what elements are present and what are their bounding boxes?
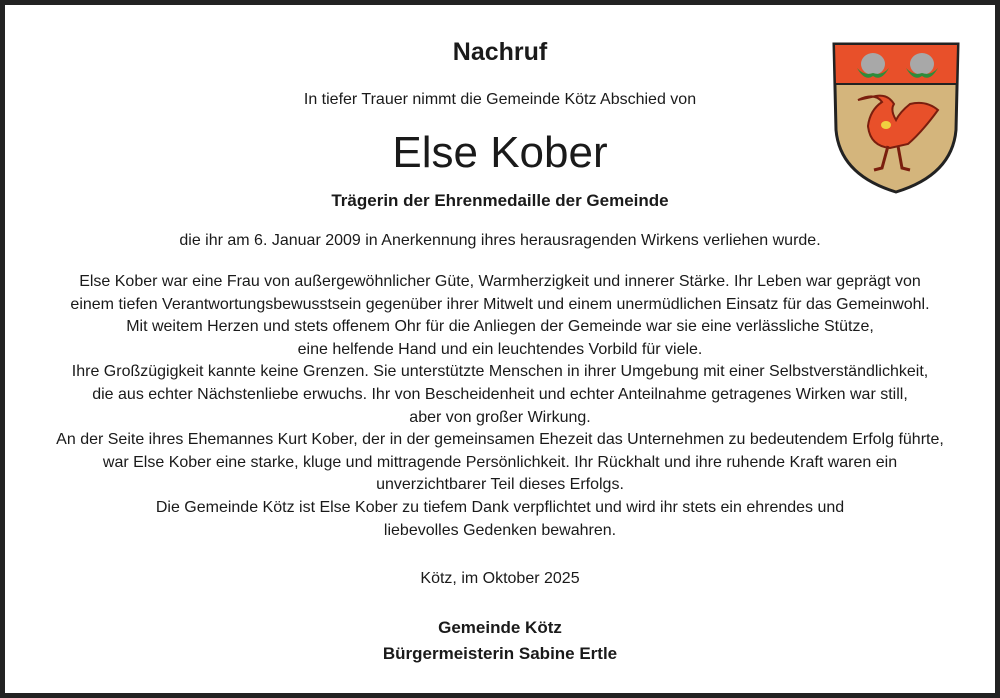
place-date: Kötz, im Oktober 2025	[420, 570, 580, 587]
honor-title: Trägerin der Ehrenmedaille der Gemeinde	[331, 191, 669, 210]
body-line: aber von großer Wirkung.	[409, 408, 591, 426]
body-line: die aus echter Nächstenliebe erwuchs. Ihr von Bescheidenheit und echter Anteilnahme getragenes Wirken war still,	[92, 385, 908, 403]
page-title: Nachruf	[452, 38, 548, 66]
deceased-name: Else Kober	[392, 128, 608, 177]
award-text: die ihr am 6. Januar 2009 in Anerkennung ihres herausragenden Wirkens verliehen wurde.	[179, 232, 821, 249]
body-line: unverzichtbarer Teil dieses Erfolgs.	[376, 476, 624, 494]
body-line: eine helfende Hand und ein leuchtendes Vorbild für viele.	[297, 340, 703, 358]
body-line: An der Seite ihres Ehemannes Kurt Kober, der in der gemeinsamen Ehezeit das Unternehmen zu bedeutendem Erfolg führte,	[56, 431, 944, 449]
obituary-body	[0, 271, 1000, 542]
body-line: Else Kober war eine Frau von außergewöhnlicher Güte, Warmherzigkeit und innerer Stärke. Ihr Leben war geprägt von	[79, 273, 921, 290]
body-line: Ihre Großzügigkeit kannte keine Grenzen. Sie unterstützte Menschen in ihrer Umgebung mit einer Selbstverständlichkeit,	[71, 363, 929, 381]
body-line: liebevolles Gedenken bewahren.	[383, 521, 617, 539]
intro-text: In tiefer Trauer nimmt die Gemeinde Kötz Abschied von	[303, 91, 697, 108]
signature-person: Bürgermeisterin Sabine Ertle	[382, 644, 618, 663]
body-line: Mit weitem Herzen und stets offenem Ohr für die Anliegen der Gemeinde war sie eine verlässliche Stütze,	[126, 318, 874, 336]
coat-of-arms-icon	[830, 40, 962, 195]
signature	[0, 615, 1000, 667]
body-line: einem tiefen Verantwortungsbewusstsein gegenüber ihrer Mitwelt und einem unermüdlichen Einsatz für das Gemeinwohl.	[70, 295, 930, 313]
body-line: war Else Kober eine starke, kluge und mittragende Persönlichkeit. Ihr Rückhalt und ihre ruhende Kraft waren ein	[102, 453, 898, 471]
body-line: Die Gemeinde Kötz ist Else Kober zu tiefem Dank verpflichtet und wird ihr stets ein ehrendes und	[155, 498, 845, 516]
signature-org: Gemeinde Kötz	[438, 618, 562, 637]
